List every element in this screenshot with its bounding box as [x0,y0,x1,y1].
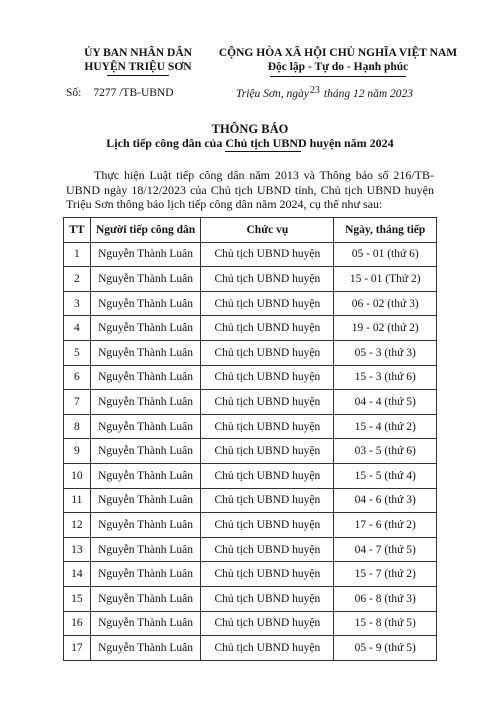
cell-tt: 4 [64,316,91,341]
cell-date: 17 - 6 (thứ 2) [334,513,437,538]
cell-position: Chủ tịch UBND huyện [201,439,334,464]
place-date-day: 23 [309,85,320,96]
cell-tt: 13 [64,537,91,562]
cell-receiver: Nguyễn Thành Luân [90,463,201,488]
table-row [64,316,437,341]
cell-receiver: Nguyễn Thành Luân [90,340,201,365]
cell-date: 04 - 6 (thứ 3) [334,488,437,513]
cell-receiver: Nguyễn Thành Luân [90,390,201,415]
cell-date: 04 - 4 (thứ 5) [334,390,437,415]
table-row [64,291,437,316]
table-row [64,439,437,464]
motto-underline [270,76,406,77]
cell-tt: 9 [64,439,91,464]
cell-receiver: Nguyễn Thành Luân [90,316,201,341]
document-number-value: 7277 /TB-UBND [93,87,174,99]
cell-tt: 3 [64,291,91,316]
cell-receiver: Nguyễn Thành Luân [90,513,201,538]
header-tt: TT [64,218,91,243]
cell-date: 05 - 01 (thứ 6) [334,242,437,267]
table-row [64,562,437,587]
cell-position: Chủ tịch UBND huyện [201,636,334,661]
org-name-line1: ỦY BAN NHÂN DÂN [84,47,192,59]
cell-date: 15 - 8 (thứ 5) [334,611,437,636]
cell-position: Chủ tịch UBND huyện [201,513,334,538]
org-underline [107,75,169,76]
cell-date: 06 - 02 (thứ 3) [334,291,437,316]
cell-date: 04 - 7 (thứ 5) [334,537,437,562]
header-position: Chức vụ [201,218,334,243]
table-row [64,390,437,415]
national-motto: Độc lập - Tự do - Hạnh phúc [267,61,409,73]
notice-title: THÔNG BÁO [211,122,289,136]
cell-position: Chủ tịch UBND huyện [201,537,334,562]
cell-date: 03 - 5 (thứ 6) [334,439,437,464]
table-row [64,340,437,365]
table-row [64,242,437,267]
cell-date: 15 - 3 (thứ 6) [334,365,437,390]
table-body [64,242,437,660]
cell-tt: 12 [64,513,91,538]
cell-position: Chủ tịch UBND huyện [201,562,334,587]
cell-date: 05 - 9 (thứ 5) [334,636,437,661]
cell-receiver: Nguyễn Thành Luân [90,267,201,292]
cell-receiver: Nguyễn Thành Luân [90,537,201,562]
cell-position: Chủ tịch UBND huyện [201,291,334,316]
document-number-label: Số: [66,87,82,99]
cell-receiver: Nguyễn Thành Luân [90,414,201,439]
cell-tt: 15 [64,586,91,611]
document-number [66,87,174,99]
cell-tt: 5 [64,340,91,365]
cell-position: Chủ tịch UBND huyện [201,267,334,292]
table-row [64,537,437,562]
cell-receiver: Nguyễn Thành Luân [90,291,201,316]
cell-receiver: Nguyễn Thành Luân [90,611,201,636]
cell-receiver: Nguyễn Thành Luân [90,439,201,464]
cell-receiver: Nguyễn Thành Luân [90,365,201,390]
cell-position: Chủ tịch UBND huyện [201,242,334,267]
place-date-prefix: Triệu Sơn, ngày [236,88,309,100]
cell-tt: 14 [64,562,91,587]
cell-tt: 17 [64,636,91,661]
cell-date: 15 - 7 (thứ 2) [334,562,437,587]
cell-position: Chủ tịch UBND huyện [201,316,334,341]
cell-date: 05 - 3 (thứ 3) [334,340,437,365]
table-row [64,488,437,513]
cell-receiver: Nguyễn Thành Luân [90,242,201,267]
place-date-suffix: tháng 12 năm 2023 [323,88,414,100]
cell-date: 06 - 8 (thứ 3) [334,586,437,611]
cell-date: 15 - 01 (Thứ 2) [334,267,437,292]
intro-paragraph: Thực hiện Luật tiếp công dân năm 2013 và Thông báo số 216/TB-UBND ngày 18/12/2023 của Chủ tịch UBND tỉnh, Chủ tịch UBND huyện Triệu Sơn thông báo lịch tiếp công dân năm 2024, cụ thể như sau: [66,168,434,211]
cell-position: Chủ tịch UBND huyện [201,414,334,439]
cell-tt: 16 [64,611,91,636]
national-title: CỘNG HÒA XÃ HỘI CHỦ NGHĨA VIỆT NAM [218,47,458,59]
cell-position: Chủ tịch UBND huyện [201,488,334,513]
cell-position: Chủ tịch UBND huyện [201,463,334,488]
schedule-table [63,217,437,661]
cell-position: Chủ tịch UBND huyện [201,365,334,390]
cell-position: Chủ tịch UBND huyện [201,340,334,365]
table-row [64,586,437,611]
cell-receiver: Nguyễn Thành Luân [90,488,201,513]
cell-tt: 11 [64,488,91,513]
header-receiver: Người tiếp công dân [90,218,201,243]
cell-tt: 6 [64,365,91,390]
cell-tt: 10 [64,463,91,488]
place-date [236,85,414,100]
header-date: Ngày, tháng tiếp [334,218,437,243]
cell-date: 15 - 5 (thứ 4) [334,463,437,488]
cell-tt: 2 [64,267,91,292]
cell-tt: 8 [64,414,91,439]
notice-subtitle: Lịch tiếp công dân của Chủ tịch UBND huyện năm 2024 [106,136,394,150]
cell-receiver: Nguyễn Thành Luân [90,562,201,587]
table-row [64,636,437,661]
cell-date: 19 - 02 (thứ 2) [334,316,437,341]
table-row [64,365,437,390]
table-row [64,267,437,292]
org-name-line2: HUYỆN TRIỆU SƠN [84,61,192,73]
cell-date: 15 - 4 (thứ 2) [334,414,437,439]
table-row [64,513,437,538]
table-row [64,463,437,488]
table-row [64,414,437,439]
cell-position: Chủ tịch UBND huyện [201,586,334,611]
cell-position: Chủ tịch UBND huyện [201,390,334,415]
cell-tt: 1 [64,242,91,267]
cell-position: Chủ tịch UBND huyện [201,611,334,636]
table-header-row [64,218,437,243]
cell-receiver: Nguyễn Thành Luân [90,636,201,661]
table-row [64,611,437,636]
subtitle-underline [225,151,301,152]
cell-tt: 7 [64,390,91,415]
cell-receiver: Nguyễn Thành Luân [90,586,201,611]
